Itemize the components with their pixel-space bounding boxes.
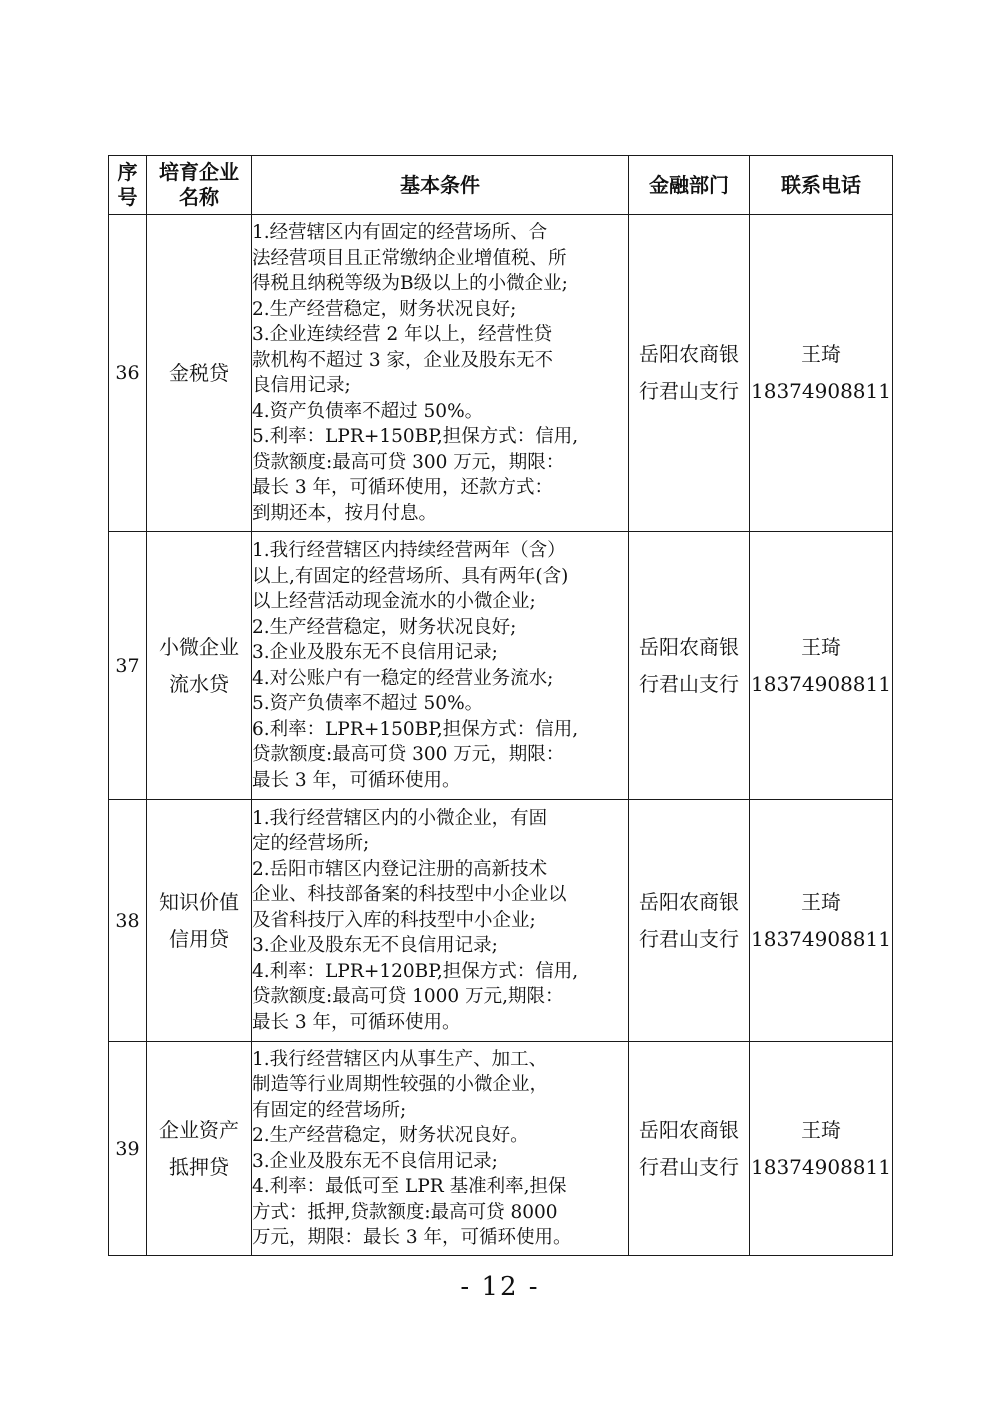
header-name-line: 培育企业 <box>159 160 239 184</box>
row-contact <box>750 532 893 800</box>
condition-line: 有固定的经营场所; <box>252 1099 407 1121</box>
row-department <box>629 800 750 1042</box>
condition-line: 最长 3 年，可循环使用。 <box>252 769 461 791</box>
condition-line: 1.我行经营辖区内的小微企业，有固 <box>252 807 548 829</box>
condition-line: 方式：抵押,贷款额度:最高可贷 8000 <box>252 1201 558 1223</box>
contact-name: 王琦 <box>801 634 841 659</box>
contact-name: 王琦 <box>801 889 841 914</box>
table-row <box>109 532 893 800</box>
department-line: 行君山支行 <box>639 1154 739 1179</box>
row-index: 36 <box>109 215 147 532</box>
condition-line: 4.利率：LPR+120BP,担保方式：信用, <box>252 960 579 982</box>
product-name-line: 企业资产 <box>159 1117 239 1142</box>
table-row <box>109 1042 893 1256</box>
header-name-line: 名称 <box>179 185 219 209</box>
header-contact: 联系电话 <box>750 156 893 215</box>
page-number: - 12 - <box>460 1272 540 1302</box>
row-product-name <box>147 215 252 532</box>
condition-line: 4.对公账户有一稳定的经营业务流水; <box>252 667 554 689</box>
product-name-line: 小微企业 <box>159 634 239 659</box>
row-index: 37 <box>109 532 147 800</box>
department-line: 岳阳农商银 <box>639 889 739 914</box>
condition-line: 得税且纳税等级为B级以上的小微企业; <box>252 273 568 294</box>
condition-line: 贷款额度:最高可贷 1000 万元,期限： <box>252 986 564 1008</box>
department-line: 行君山支行 <box>639 926 739 951</box>
department-line: 岳阳农商银 <box>639 634 739 659</box>
row-conditions <box>252 800 629 1042</box>
condition-line: 定的经营场所; <box>252 833 370 855</box>
header-name <box>147 156 252 215</box>
header-index <box>109 156 147 215</box>
table-row <box>109 215 893 532</box>
condition-line: 贷款额度:最高可贷 300 万元，期限： <box>252 451 565 473</box>
contact-phone: 18374908811 <box>751 1154 891 1179</box>
header-index-line: 号 <box>117 185 138 209</box>
contact-phone: 18374908811 <box>751 379 891 403</box>
condition-line: 3.企业及股东无不良信用记录; <box>252 935 498 957</box>
condition-line: 3.企业及股东无不良信用记录; <box>252 1150 498 1172</box>
condition-line: 最长 3 年，可循环使用，还款方式： <box>252 477 554 498</box>
row-contact <box>750 215 893 532</box>
row-conditions <box>252 1042 629 1256</box>
department-line: 岳阳农商银 <box>639 1117 739 1142</box>
condition-line: 法经营项目且正常缴纳企业增值税、所 <box>252 247 567 269</box>
row-index: 38 <box>109 800 147 1042</box>
condition-line: 2.岳阳市辖区内登记注册的高新技术 <box>252 858 548 880</box>
condition-line: 制造等行业周期性较强的小微企业， <box>252 1074 549 1095</box>
row-product-name <box>147 532 252 800</box>
department-line: 行君山支行 <box>639 379 739 403</box>
condition-line: 企业、科技部备案的科技型中小企业以 <box>252 884 567 906</box>
header-department: 金融部门 <box>629 156 750 215</box>
product-name-line: 抵押贷 <box>169 1154 229 1179</box>
row-index: 39 <box>109 1042 147 1256</box>
loan-products-table <box>108 155 893 1256</box>
contact-phone: 18374908811 <box>751 671 891 696</box>
condition-line: 最长 3 年，可循环使用。 <box>252 1011 461 1033</box>
row-conditions <box>252 532 629 800</box>
table-row <box>109 800 893 1042</box>
condition-line: 以上经营活动现金流水的小微企业; <box>252 591 536 612</box>
product-name-line: 信用贷 <box>169 926 229 951</box>
row-product-name <box>147 1042 252 1256</box>
condition-line: 良信用记录; <box>252 375 351 396</box>
condition-line: 5.资产负债率不超过 50%。 <box>252 693 484 714</box>
condition-line: 5.利率：LPR+150BP,担保方式：信用, <box>252 426 579 447</box>
table-header-row <box>109 156 893 215</box>
contact-name: 王琦 <box>801 1117 841 1142</box>
header-index-line: 序 <box>117 160 138 184</box>
product-name-line: 流水贷 <box>169 671 229 696</box>
product-name-line: 金税贷 <box>169 360 229 385</box>
condition-line: 贷款额度:最高可贷 300 万元，期限： <box>252 744 565 765</box>
condition-line: 3.企业及股东无不良信用记录; <box>252 642 498 663</box>
condition-line: 2.生产经营稳定，财务状况良好; <box>252 616 517 638</box>
condition-line: 6.利率：LPR+150BP,担保方式：信用, <box>252 718 579 740</box>
condition-line: 4.利率：最低可至 LPR 基准利率,担保 <box>252 1176 567 1197</box>
condition-line: 4.资产负债率不超过 50%。 <box>252 400 484 422</box>
row-department <box>629 1042 750 1256</box>
row-contact <box>750 1042 893 1256</box>
product-name-line: 知识价值 <box>159 889 239 914</box>
row-department <box>629 215 750 532</box>
condition-line: 以上,有固定的经营场所、具有两年(含) <box>252 565 569 587</box>
contact-name: 王琦 <box>801 342 841 366</box>
department-line: 岳阳农商银 <box>639 342 739 366</box>
condition-line: 1.我行经营辖区内持续经营两年（含） <box>252 540 566 561</box>
condition-line: 1.经营辖区内有固定的经营场所、合 <box>252 222 548 243</box>
row-contact <box>750 800 893 1042</box>
condition-line: 3.企业连续经营 2 年以上，经营性贷 <box>252 324 553 345</box>
contact-phone: 18374908811 <box>751 926 891 951</box>
condition-line: 款机构不超过 3 家，企业及股东无不 <box>252 349 554 371</box>
condition-line: 及省科技厅入库的科技型中小企业; <box>252 909 536 931</box>
condition-line: 1.我行经营辖区内从事生产、加工、 <box>252 1048 548 1070</box>
row-conditions <box>252 215 629 532</box>
department-line: 行君山支行 <box>639 671 739 696</box>
row-product-name <box>147 800 252 1042</box>
condition-line: 2.生产经营稳定，财务状况良好; <box>252 298 517 320</box>
condition-line: 到期还本，按月付息。 <box>252 502 438 524</box>
header-conditions: 基本条件 <box>252 156 629 215</box>
condition-line: 2.生产经营稳定，财务状况良好。 <box>252 1125 529 1146</box>
row-department <box>629 532 750 800</box>
condition-line: 万元，期限：最长 3 年，可循环使用。 <box>252 1227 572 1248</box>
